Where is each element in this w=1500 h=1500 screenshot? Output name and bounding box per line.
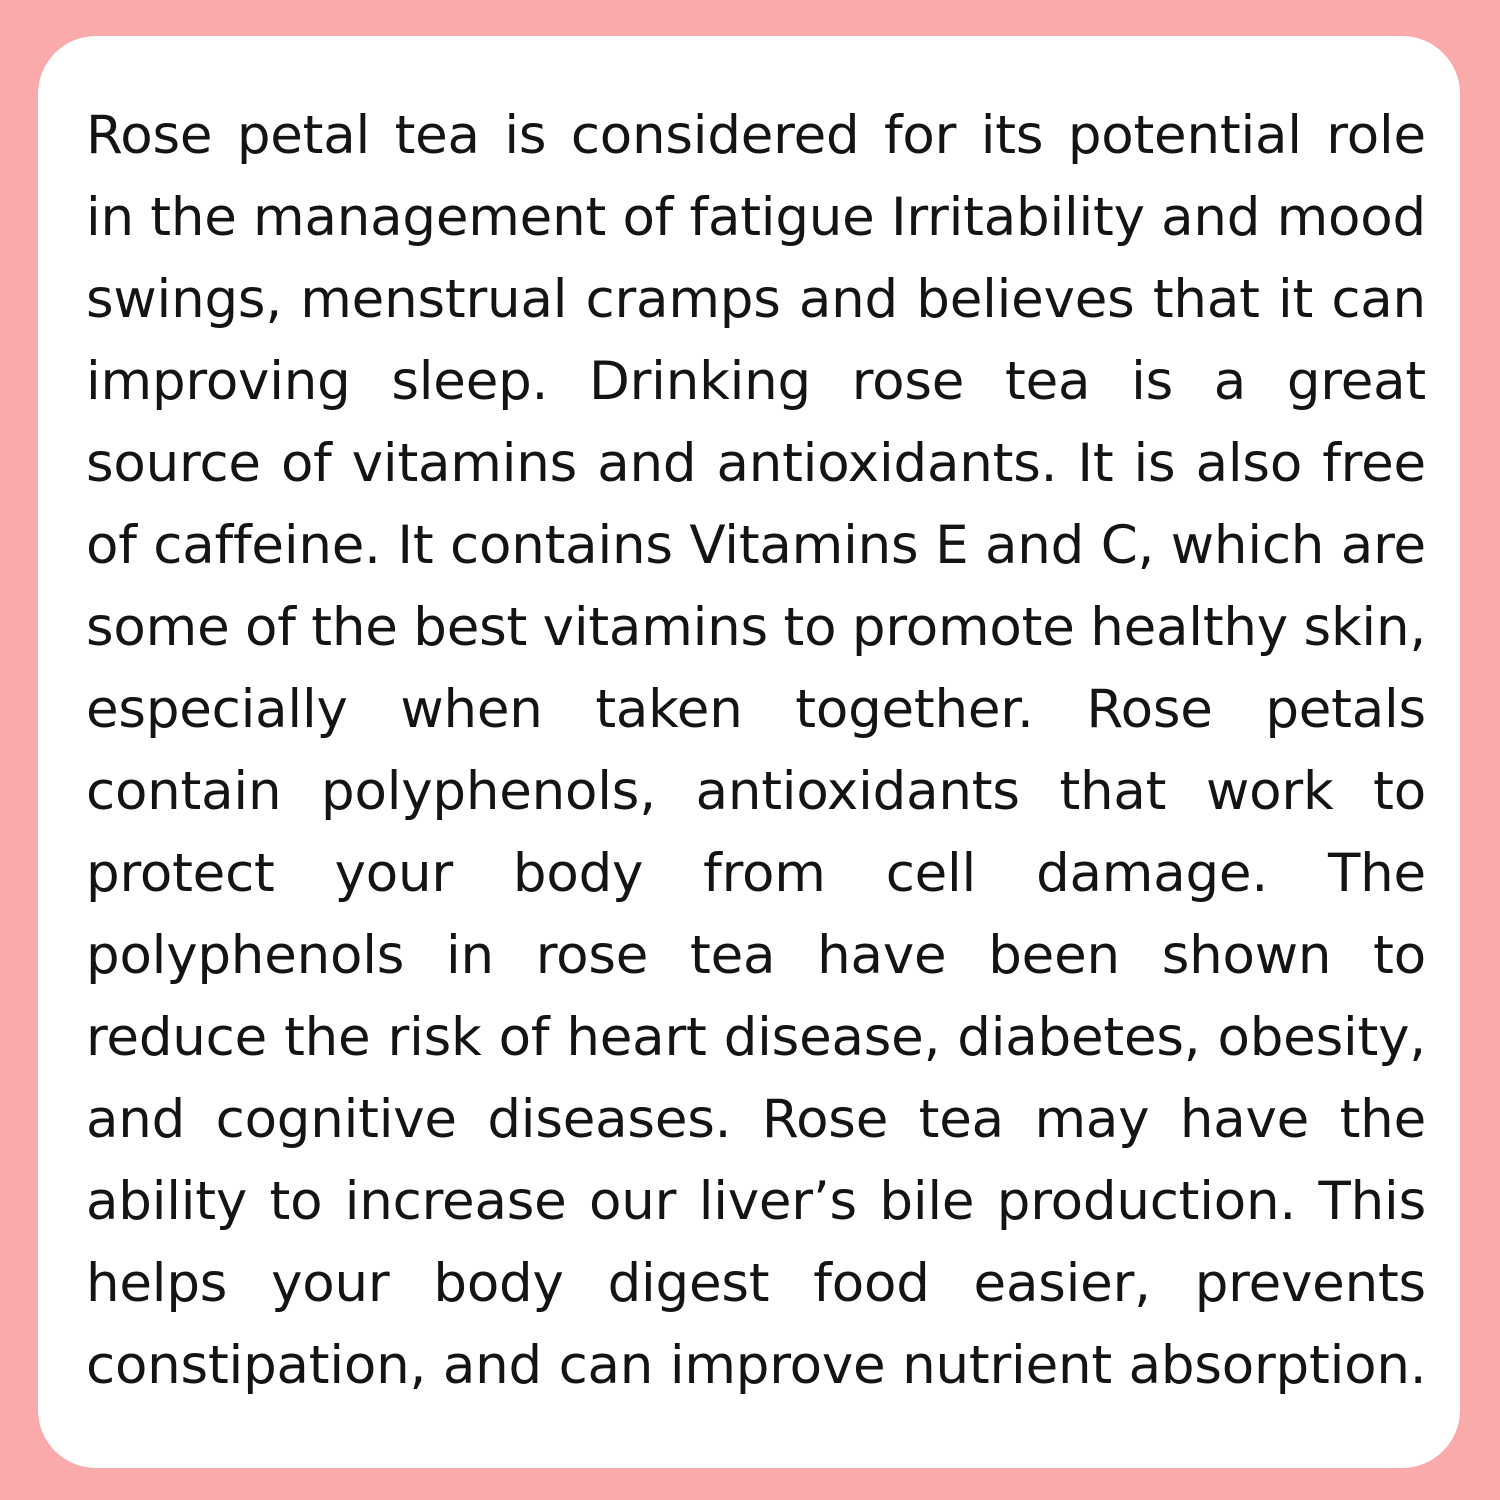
word: The bbox=[1327, 843, 1426, 904]
word: cell bbox=[885, 843, 977, 904]
word: production. bbox=[996, 1171, 1297, 1232]
word: fatigue bbox=[689, 187, 875, 248]
word: which bbox=[1170, 515, 1325, 576]
word: rose bbox=[851, 351, 965, 412]
word: of bbox=[498, 1007, 550, 1068]
word: and bbox=[1161, 187, 1261, 248]
word: tea bbox=[394, 105, 480, 166]
word: Drinking bbox=[588, 351, 811, 412]
article-line bbox=[86, 751, 1426, 833]
word: tea bbox=[690, 925, 776, 986]
word: cramps bbox=[585, 269, 781, 330]
word: antioxidants bbox=[695, 761, 1020, 822]
word: your bbox=[334, 843, 453, 904]
word: diseases. bbox=[487, 1089, 732, 1150]
word: and bbox=[984, 515, 1085, 576]
word: of bbox=[280, 433, 332, 494]
word: vitamins bbox=[351, 433, 578, 494]
word: role bbox=[1326, 105, 1426, 166]
word: disease, bbox=[723, 1007, 941, 1068]
word: is bbox=[1133, 433, 1176, 494]
word: healthy bbox=[1090, 597, 1288, 658]
word: are bbox=[1340, 515, 1426, 576]
word: petal bbox=[236, 105, 371, 166]
word: polyphenols bbox=[86, 925, 405, 986]
word: prevents bbox=[1194, 1253, 1426, 1314]
word: the bbox=[311, 597, 398, 658]
word: that bbox=[1152, 269, 1260, 330]
word: easier, bbox=[973, 1253, 1151, 1314]
article-line bbox=[86, 669, 1426, 751]
word: It bbox=[397, 515, 434, 576]
word: It bbox=[1077, 433, 1114, 494]
word: have bbox=[1179, 1089, 1310, 1150]
word: Rose bbox=[86, 105, 213, 166]
word: a bbox=[1213, 351, 1247, 412]
word: it bbox=[1277, 269, 1314, 330]
word: Irritability bbox=[890, 187, 1145, 248]
word: helps bbox=[86, 1253, 228, 1314]
word: C, bbox=[1100, 515, 1155, 576]
word: menstrual bbox=[300, 269, 568, 330]
word: free bbox=[1322, 433, 1426, 494]
word: improving bbox=[86, 351, 351, 412]
word: vitamins bbox=[542, 597, 768, 658]
article-line bbox=[86, 997, 1426, 1079]
word: from bbox=[703, 843, 826, 904]
word: of bbox=[86, 515, 137, 576]
word: some bbox=[86, 597, 230, 658]
word: the bbox=[1339, 1089, 1426, 1150]
word: is bbox=[504, 105, 547, 166]
word: caffeine. bbox=[153, 515, 381, 576]
word: tea bbox=[918, 1089, 1004, 1150]
word: been bbox=[988, 925, 1120, 986]
word: bile bbox=[879, 1171, 975, 1232]
word: digest bbox=[607, 1253, 770, 1314]
word: work bbox=[1205, 761, 1334, 822]
word: sleep. bbox=[391, 351, 549, 412]
word: also bbox=[1195, 433, 1303, 494]
word: antioxidants. bbox=[716, 433, 1058, 494]
word: shown bbox=[1161, 925, 1332, 986]
article-line bbox=[86, 341, 1426, 423]
word: the bbox=[150, 187, 237, 248]
word: management bbox=[253, 187, 607, 248]
article-line bbox=[86, 833, 1426, 915]
word: to bbox=[783, 597, 837, 658]
word: can bbox=[1331, 269, 1426, 330]
word: the bbox=[284, 1007, 371, 1068]
word: may bbox=[1034, 1089, 1150, 1150]
word: diabetes, bbox=[957, 1007, 1201, 1068]
word: of bbox=[622, 187, 674, 248]
word: that bbox=[1059, 761, 1167, 822]
word: ability bbox=[86, 1171, 248, 1232]
article-line bbox=[86, 505, 1426, 587]
word: in bbox=[86, 187, 134, 248]
word: damage. bbox=[1036, 843, 1268, 904]
article-line bbox=[86, 915, 1426, 997]
word: and bbox=[86, 1089, 186, 1150]
word: body bbox=[512, 843, 644, 904]
word: believes bbox=[916, 269, 1135, 330]
word: potential bbox=[1067, 105, 1302, 166]
word: together. bbox=[795, 679, 1034, 740]
word: our bbox=[589, 1171, 677, 1232]
word: food bbox=[813, 1253, 930, 1314]
word: have bbox=[817, 925, 947, 986]
word: to bbox=[1373, 761, 1426, 822]
word: taken bbox=[595, 679, 743, 740]
word: of bbox=[245, 597, 296, 658]
word: rose bbox=[535, 925, 649, 986]
word: especially bbox=[86, 679, 348, 740]
word: and bbox=[597, 433, 697, 494]
word: Vitamins bbox=[689, 515, 919, 576]
word: for bbox=[883, 105, 957, 166]
word: obesity, bbox=[1217, 1007, 1426, 1068]
word: contain bbox=[86, 761, 282, 822]
word: heart bbox=[566, 1007, 707, 1068]
word: and bbox=[798, 269, 899, 330]
word: tea bbox=[1005, 351, 1091, 412]
word: contains bbox=[450, 515, 673, 576]
article-body bbox=[86, 95, 1426, 1407]
word: when bbox=[400, 679, 543, 740]
word: risk bbox=[387, 1007, 482, 1068]
article-line-last: constipation, and can improve nutrient absorption. bbox=[86, 1335, 1427, 1396]
word: to bbox=[1373, 925, 1426, 986]
article-line bbox=[86, 423, 1426, 505]
word: to bbox=[269, 1171, 323, 1232]
word: its bbox=[980, 105, 1044, 166]
article-line bbox=[86, 177, 1426, 259]
article-line bbox=[86, 587, 1426, 669]
article-line bbox=[86, 95, 1426, 177]
word: reduce bbox=[86, 1007, 268, 1068]
word: Rose bbox=[761, 1089, 889, 1150]
word: body bbox=[433, 1253, 564, 1314]
word: swings, bbox=[86, 269, 282, 330]
article-line bbox=[86, 1243, 1426, 1325]
word: considered bbox=[570, 105, 860, 166]
word: cognitive bbox=[215, 1089, 457, 1150]
article-line bbox=[86, 259, 1426, 341]
word: protect bbox=[86, 843, 275, 904]
word: polyphenols, bbox=[321, 761, 656, 822]
word: mood bbox=[1276, 187, 1426, 248]
word: E bbox=[935, 515, 969, 576]
word: increase bbox=[344, 1171, 567, 1232]
word: great bbox=[1286, 351, 1426, 412]
word: is bbox=[1131, 351, 1174, 412]
word: This bbox=[1318, 1171, 1426, 1232]
article-line bbox=[86, 1079, 1426, 1161]
word: skin, bbox=[1303, 597, 1426, 658]
word: Rose bbox=[1086, 679, 1213, 740]
word: promote bbox=[851, 597, 1075, 658]
word: liver’s bbox=[698, 1171, 857, 1232]
word: best bbox=[413, 597, 528, 658]
word: petals bbox=[1265, 679, 1426, 740]
word: source bbox=[86, 433, 261, 494]
word: your bbox=[271, 1253, 390, 1314]
word: in bbox=[445, 925, 494, 986]
article-line bbox=[86, 1161, 1426, 1243]
